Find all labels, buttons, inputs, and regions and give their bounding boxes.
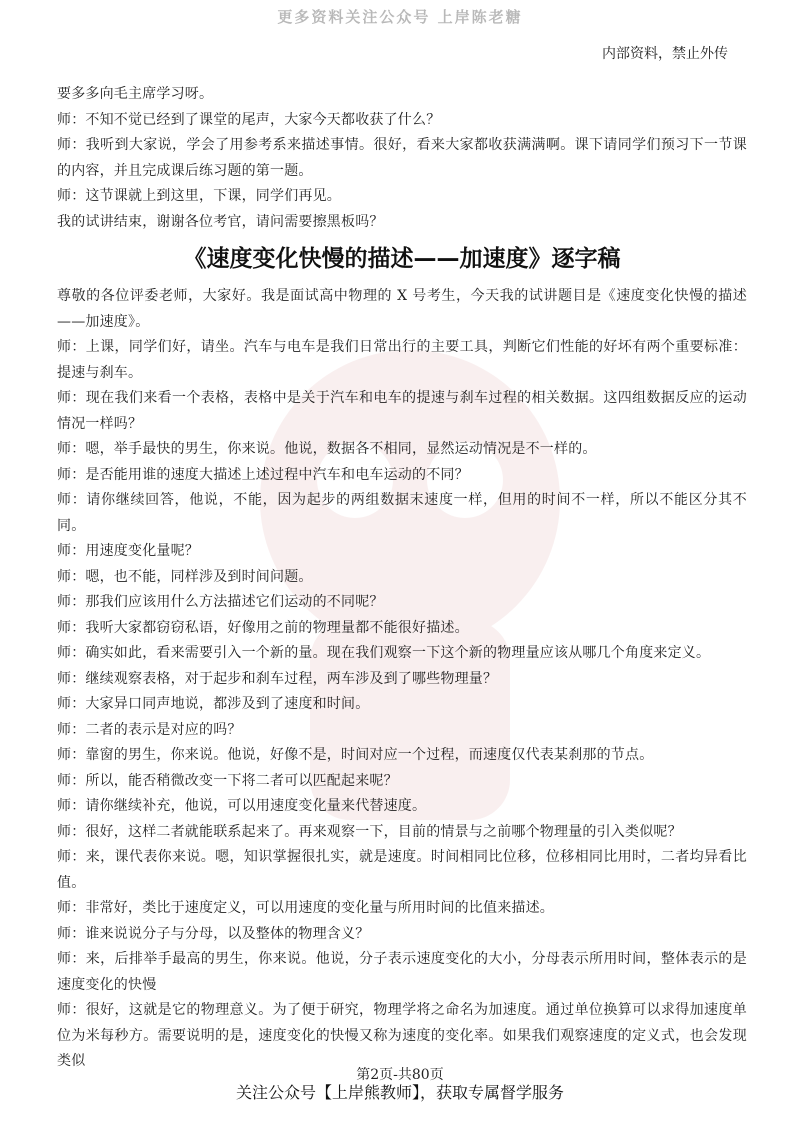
paragraph: 师：那我们应该用什么方法描述它们运动的不同呢？: [57, 594, 384, 610]
paragraph: 师：靠窗的男生，你来说。他说，好像不是，时间对应一个过程，而速度仅代表某刹那的节点。: [57, 747, 654, 763]
paragraph: 师：是否能用谁的速度大描述上述过程中汽车和电车运动的不同？: [57, 466, 469, 483]
page-number: 第2页-共80页: [356, 1067, 444, 1083]
paragraph: 师：上课，同学们好，请坐。汽车与电车是我们日常出行的主要工具，判断它们性能的好坏有两个重要标准：提速与刹车。: [57, 339, 747, 381]
paragraph: 师：不知不觉已经到了课堂的尾声，大家今天都收获了什么？: [57, 111, 441, 128]
paragraph: 师：来，课代表你来说。嗯，知识掌握很扎实，就是速度。时间相同比位移，位移相同比用时，二者均异看比值。: [57, 849, 747, 891]
paragraph: 师：大家异口同声地说，都涉及到了速度和时间。: [57, 696, 370, 712]
paragraph: 师：谁来说说分子与分母，以及整体的物理含义？: [57, 925, 370, 942]
paragraph: 师：现在我们来看一个表格，表格中是关于汽车和电车的提速与刹车过程的相关数据。这四组数据反应的运动情况一样吗？: [57, 390, 747, 432]
paragraph: 师：请你继续回答，他说，不能，因为起步的两组数据末速度一样，但用的时间不一样，所以不能区分其不同。: [57, 492, 747, 534]
document-body: [57, 82, 747, 1075]
paragraph: 师：我听到大家说，学会了用参考系来描述事情。很好，看来大家都收获满满啊。课下请同学们预习下一节课的内容，并且完成课后练习题的第一题。: [57, 137, 747, 179]
paragraph: 师：继续观察表格，对于起步和刹车过程，两车涉及到了哪些物理量？: [57, 670, 498, 687]
document-title: 《速度变化快慢的描述——加速度》逐字稿: [183, 246, 621, 272]
paragraph: 师：二者的表示是对应的吗？: [57, 721, 242, 738]
paragraph: 师：嗯，也不能，同样涉及到时间问题。: [57, 568, 313, 585]
paragraph: 尊敬的各位评委老师，大家好。我是面试高中物理的 X 号考生，今天我的试讲题目是《速度变化快慢的描述——加速度》。: [57, 288, 747, 330]
header-watermark: 更多资料关注公众号 上岸陈老糖: [277, 8, 523, 26]
paragraph: 师：很好，这样二者就能联系起来了。再来观察一下，目前的情景与之前哪个物理量的引入类似呢？: [57, 823, 682, 840]
paragraph: 师：我听大家都窃窃私语，好像用之前的物理量都不能很好描述。: [57, 619, 469, 636]
footer-promo: 关注公众号【上岸熊教师】，获取专属督学服务: [235, 1083, 564, 1102]
confidential-notice: 内部资料，禁止外传: [602, 46, 728, 62]
paragraph: 我的试讲结束，谢谢各位考官，请问需要擦黑板吗？: [57, 213, 384, 230]
paragraph: 师：确实如此，看来需要引入一个新的量。现在我们观察一下这个新的物理量应该从哪几个角度来定义。: [57, 645, 711, 661]
paragraph: 师：这节课就上到这里，下课，同学们再见。: [57, 188, 341, 204]
paragraph: 师：来，后排举手最高的男生，你来说。他说，分子表示速度变化的大小，分母表示所用时间，整体表示的是速度变化的快慢: [57, 951, 747, 993]
paragraph: 师：非常好，类比于速度定义，可以用速度的变化量与所用时间的比值来描述。: [57, 900, 554, 916]
paragraph: 要多多向毛主席学习呀。: [57, 86, 214, 102]
paragraph: 师：嗯，举手最快的男生，你来说。他说，数据各不相同，显然运动情况是不一样的。: [57, 441, 597, 457]
paragraph: 师：所以，能否稍微改变一下将二者可以匹配起来呢？: [57, 772, 398, 789]
paragraph: 师：请你继续补充，他说，可以用速度变化量来代替速度。: [57, 798, 427, 814]
paragraph: 师：很好，这就是它的物理意义。为了便于研究，物理学将之命名为加速度。通过单位换算可以求得加速度单位为米每秒方。需要说明的是，速度变化的快慢又称为速度的变化率。如果我们观察速度的定义式，也会发现类似: [57, 1002, 747, 1069]
paragraph: 师：用速度变化量呢？: [57, 543, 199, 559]
